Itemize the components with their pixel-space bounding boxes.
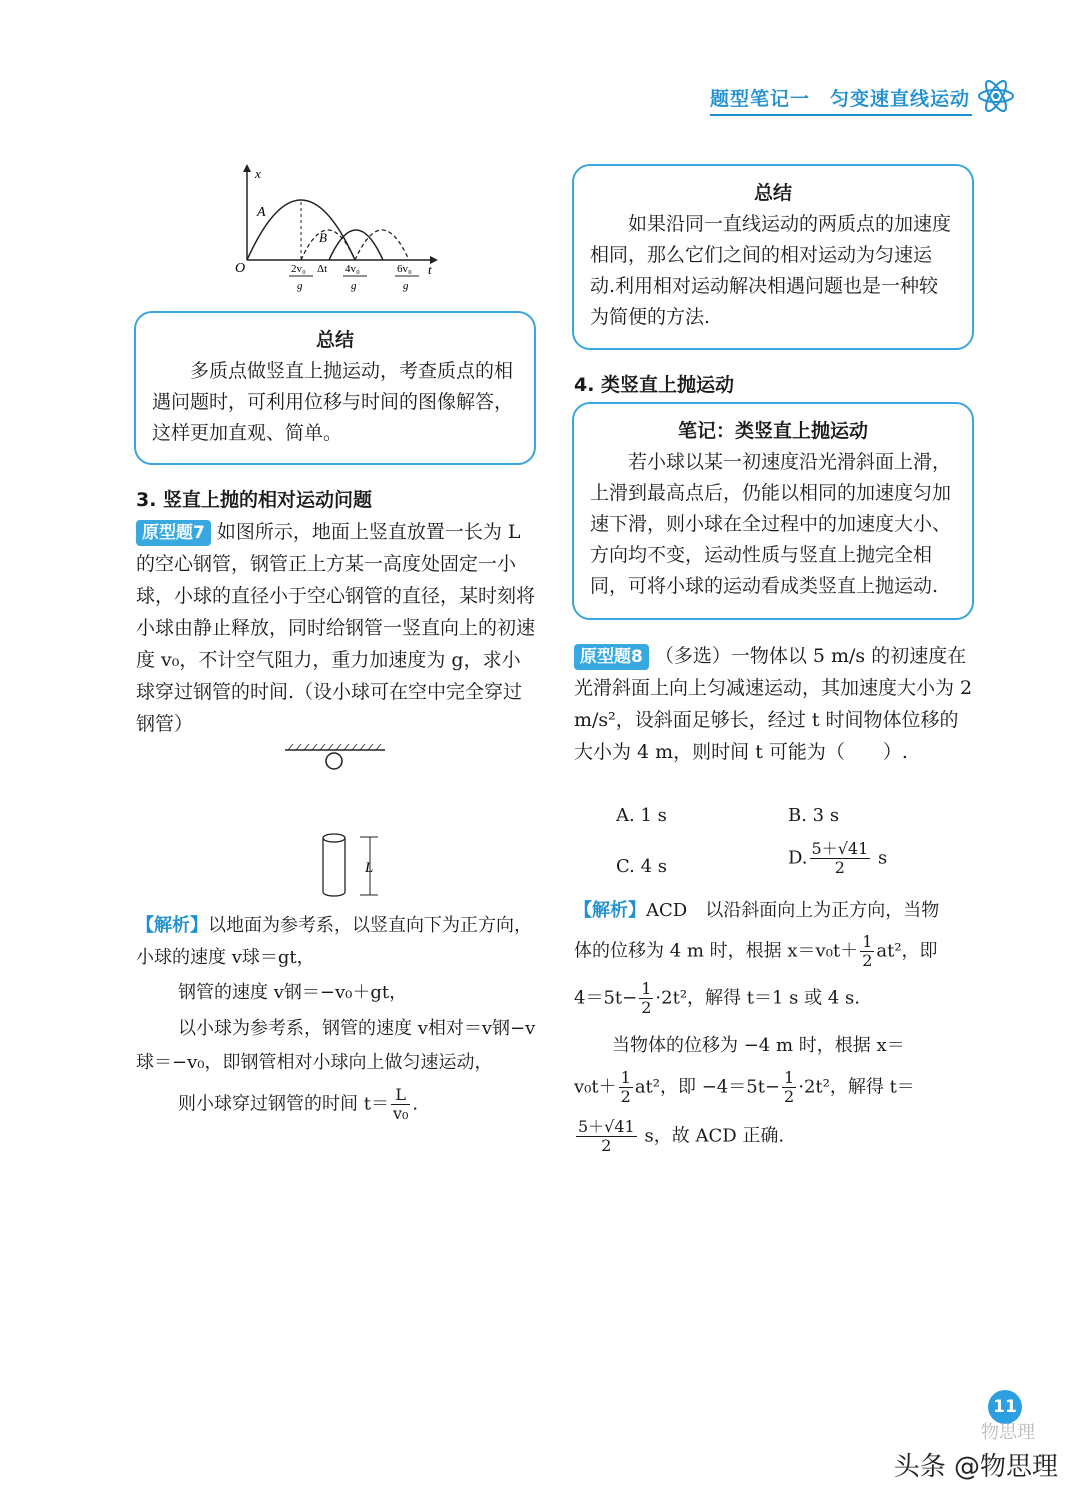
period: . xyxy=(412,1093,419,1115)
summary-box-2 xyxy=(572,164,974,350)
option-a: A. 1 s xyxy=(616,805,667,826)
tick2-num: 4v₀ xyxy=(345,263,360,275)
option-d-fraction xyxy=(810,840,871,877)
frac-num: L xyxy=(391,1086,410,1105)
curve-b xyxy=(329,230,383,260)
solution-7-line-2: 钢管的速度 v钢＝−v₀＋gt， xyxy=(178,982,408,1003)
frac-den: 2 xyxy=(862,951,873,970)
option-d-unit: s xyxy=(878,847,888,869)
frac-den: 2 xyxy=(620,1087,631,1106)
solution-7-line-4 xyxy=(136,1086,536,1123)
curve-a-label: A xyxy=(257,205,266,220)
frac-num: 1 xyxy=(784,1068,795,1087)
summary-1-body: 多质点做竖直上抛运动，考查质点的相遇问题时，可利用位移与时间的图像解答，这样更加直观、简单。 xyxy=(152,360,514,444)
x-axis-label: t xyxy=(428,262,432,277)
solution-7-line-3: 以小球为参考系，钢管的速度 v相对＝v钢−v球＝−v₀，即钢管相对小球向上做匀速运动， xyxy=(136,1018,536,1073)
summary-1-title: 总结 xyxy=(315,329,354,351)
solution-7-line-4-text: 则小球穿过钢管的时间 t＝ xyxy=(178,1093,389,1115)
delta-label: Δt xyxy=(317,263,328,275)
frac-num: 1 xyxy=(862,932,873,951)
frac-den: 2 xyxy=(601,1136,612,1155)
solution-8-line-3a: 4＝5t− xyxy=(574,987,638,1009)
option-b: B. 3 s xyxy=(788,805,840,826)
problem-8 xyxy=(574,640,974,768)
tick3-num: 6v₀ xyxy=(397,263,412,275)
curve-b-label: B xyxy=(319,230,327,245)
note-body: 若小球以某一初速度沿光滑斜面上滑，上滑到最高点后，仍能以相同的加速度匀加速下滑，则小球在全过程中的加速度大小、方向均不变，运动性质与竖直上抛完全相同，可将小球的运动看成类竖直上抛运动. xyxy=(590,451,952,597)
solution-8-line-3b: ·2t²，解得 t＝1 s 或 4 s. xyxy=(655,987,860,1009)
solution-7-line-1: 以地面为参考系，以竖直向下为正方向，小球的速度 v球＝gt， xyxy=(136,915,532,968)
pipe-ball-figure xyxy=(280,742,400,902)
origin-label: O xyxy=(235,261,246,276)
frac-num: 5＋√41 xyxy=(578,1117,635,1136)
note-title: 笔记：类竖直上抛运动 xyxy=(677,420,868,442)
tick1-num: 2v₀ xyxy=(291,263,306,275)
summary-box-1 xyxy=(134,311,536,465)
solution-8-line-5a: v₀t＋ xyxy=(574,1076,617,1098)
summary-2-title: 总结 xyxy=(753,182,792,204)
fraction-half xyxy=(619,1069,633,1106)
header-underline xyxy=(710,114,972,116)
fraction-half xyxy=(860,933,874,970)
solution-8-line-4: 当物体的位移为 −4 m 时，根据 x＝ xyxy=(612,1035,905,1056)
option-c: C. 4 s xyxy=(616,856,667,877)
tick1-den: g xyxy=(297,280,303,292)
solution-8-tag: 【解析】 xyxy=(574,900,646,921)
frac-num: 1 xyxy=(641,979,652,998)
fraction-half xyxy=(782,1069,796,1106)
frac-den: v₀ xyxy=(392,1104,409,1123)
tick2-den: g xyxy=(351,280,357,292)
problem-8-text: （多选）一物体以 5 m/s 的初速度在光滑斜面上向上匀减速运动，其加速度大小为 2 m/s²，设斜面足够长，经过 t 时间物体位移的大小为 4 m，则时间 t 可能为（ ）. xyxy=(574,645,973,763)
page-number: 11 xyxy=(988,1390,1022,1424)
atom-icon xyxy=(976,76,1016,116)
summary-2-body: 如果沿同一直线运动的两质点的加速度相同，那么它们之间的相对运动为匀速运动.利用相对运动解决相遇问题也是一种较为简便的方法. xyxy=(590,213,952,328)
solution-8-line-2b: at²，即 xyxy=(876,940,938,962)
frac-den: 2 xyxy=(784,1087,795,1106)
frac-den: 2 xyxy=(834,858,845,877)
curve-dashed-1 xyxy=(301,230,355,260)
solution-8-line-1: ACD 以沿斜面向上为正方向，当物 xyxy=(646,900,940,921)
faint-watermark: 物思理 xyxy=(981,1422,1035,1443)
fraction-half xyxy=(639,980,653,1017)
solution-8-line-5b: at²，即 −4＝5t− xyxy=(634,1076,781,1098)
problem-7-text: 如图所示，地面上竖直放置一长为 L 的空心钢管，钢管正上方某一高度处固定一小球，小球的直径小于空心钢管的直径，某时刻将小球由静止释放，同时给钢管一竖直向上的初速度 v₀，不计空气阻力，重力加速度为 g，求小球穿过钢管的时间.（设小球可在空中完全穿过钢管） xyxy=(136,521,536,735)
length-label: L xyxy=(365,860,374,876)
solution-7 xyxy=(136,910,536,1123)
fraction-L-over-v0 xyxy=(391,1086,410,1123)
section-4-title: 4. 类竖直上抛运动 xyxy=(574,374,735,396)
solution-8 xyxy=(574,895,974,1155)
frac-num: 1 xyxy=(620,1068,631,1087)
curve-dashed-2 xyxy=(355,230,409,260)
section-3-title: 3. 竖直上抛的相对运动问题 xyxy=(136,489,373,511)
problem-7-tag: 原型题7 xyxy=(136,520,211,546)
y-axis-label: x xyxy=(255,166,261,181)
problem-8-tag: 原型题8 xyxy=(574,644,649,670)
fraction-root xyxy=(576,1118,637,1155)
solution-8-line-6: s，故 ACD 正确. xyxy=(644,1125,785,1147)
frac-num: 5＋√41 xyxy=(811,839,869,858)
solution-8-line-2a: 体的位移为 4 m 时，根据 x＝v₀t＋ xyxy=(574,940,859,962)
xt-graph xyxy=(225,160,445,300)
solution-8-line-5c: ·2t²，解得 t＝ xyxy=(798,1076,915,1098)
solution-7-tag: 【解析】 xyxy=(136,915,208,936)
problem-7 xyxy=(136,516,536,740)
option-d xyxy=(788,840,887,877)
running-header: 题型笔记一 匀变速直线运动 xyxy=(709,88,970,110)
watermark: 头条 @物思理 xyxy=(893,1452,1058,1482)
option-d-prefix: D. xyxy=(788,847,808,869)
tick3-den: g xyxy=(403,280,409,292)
ball xyxy=(326,753,342,769)
note-box xyxy=(572,402,974,620)
frac-den: 2 xyxy=(641,998,652,1017)
